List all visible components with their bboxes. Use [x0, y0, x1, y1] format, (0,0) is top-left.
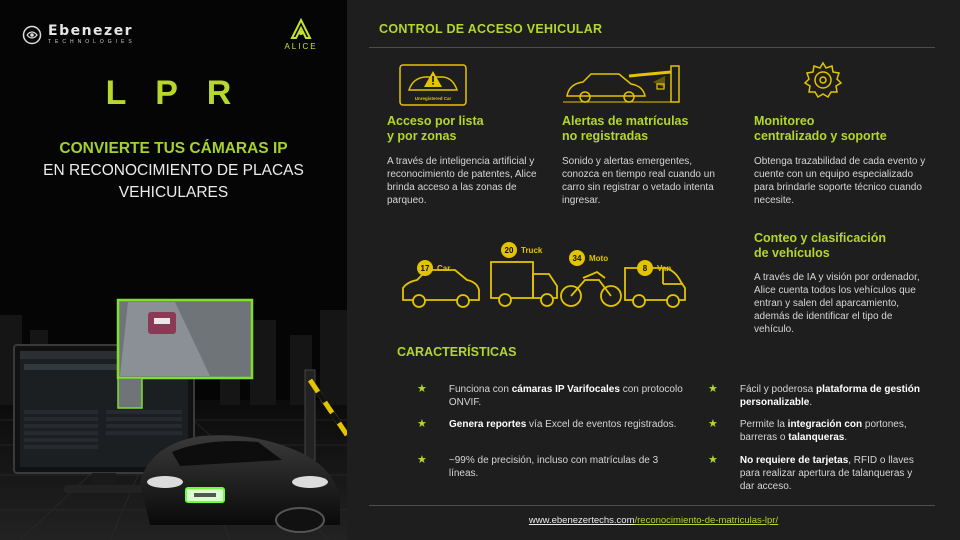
star-icon: ★: [708, 418, 718, 430]
star-icon: ★: [417, 454, 427, 466]
vehicle-classification-illustration: [399, 238, 739, 312]
feature-4-desc: A través de IA y visión por ordenador, Alice cuenta todos los vehículos que entran y salen del aparcamiento, además de identificar el tipo de vehículo.: [754, 272, 920, 335]
feature-2-desc: Sonido y alertas emergentes, conozca en tiempo real cuando un carro sin registrar o vetado intenta ingresar.: [562, 156, 715, 206]
moto-count: 34: [572, 254, 582, 263]
lpr-title: L P R: [105, 74, 242, 112]
car-label: Car: [437, 264, 451, 273]
star-icon: ★: [417, 418, 427, 430]
footer: [347, 515, 960, 526]
right-panel: [347, 0, 960, 540]
brand-subtitle: TECHNOLOGIES: [48, 39, 136, 45]
characteristic-1: ★ Funciona con cámaras IP Varifocales con protocolo ONVIF.: [417, 383, 683, 408]
website-link[interactable]: www.ebenezertechs.com/reconocimiento-de-matriculas-lpr/: [528, 515, 779, 526]
van-count: 8: [642, 264, 648, 273]
alice-logo-icon: [289, 18, 313, 40]
left-panel: [0, 0, 347, 540]
car-count: 17: [420, 264, 430, 273]
tagline-line-3: VEHICULARES: [118, 184, 229, 201]
characteristic-2: ★ Genera reportes vía Excel de eventos registrados.: [417, 418, 677, 430]
tagline: [16, 138, 331, 204]
unregistered-car-icon: [399, 64, 467, 106]
divider-top: [369, 47, 935, 48]
characteristic-6: ★ No requiere de tarjetas, RFID o llaves para realizar apertura de talanqueras y dar acceso.: [708, 454, 914, 492]
star-icon: ★: [708, 454, 718, 466]
website-link-path: /reconocimiento-de-matriculas-lpr/: [634, 515, 779, 526]
feature-3-title: Monitoreo centralizado y soporte: [754, 114, 887, 143]
characteristic-4: ★ Fácil y poderosa plataforma de gestión personalizable.: [708, 383, 920, 408]
feature-3-desc: Obtenga trazabilidad de cada evento y cuente con un equipo especializado para brindarle soporte técnico cuando necesite.: [754, 156, 926, 206]
truck-count: 20: [504, 246, 514, 255]
feature-1-title: Acceso por lista y por zonas: [387, 114, 484, 143]
brand-name: Ebenezer: [48, 23, 134, 39]
divider-bottom: [369, 505, 935, 506]
van-label: Van: [657, 264, 672, 273]
moto-label: Moto: [589, 254, 609, 263]
tagline-line-1: CONVIERTE TUS CÁMARAS IP: [59, 140, 288, 157]
ebenezer-logo-icon: [22, 25, 42, 45]
characteristics-title: CARACTERÍSTICAS: [397, 345, 517, 359]
feature-4-title: Conteo y clasificación de vehículos: [754, 231, 886, 260]
barrier-alert-icon: [561, 60, 691, 106]
alice-label: ALICE: [284, 42, 318, 51]
feature-2-title: Alertas de matrículas no registradas: [562, 114, 689, 143]
star-icon: ★: [417, 383, 427, 395]
tagline-line-2: EN RECONOCIMIENTO DE PLACAS: [43, 162, 304, 179]
truck-label: Truck: [521, 246, 543, 255]
characteristic-5: ★ Permite la integración con portones, barreras o talanqueras.: [708, 418, 907, 443]
monitor-and-car-illustration: [0, 220, 347, 540]
section-title: CONTROL DE ACCESO VEHICULAR: [379, 22, 603, 36]
feature-1-desc: A través de inteligencia artificial y reconocimiento de patentes, Alice brinda acceso a las zonas de parqueo.: [387, 156, 537, 206]
unregistered-car-label: Unregistered Car: [414, 96, 452, 101]
gear-icon: [803, 60, 843, 100]
characteristic-3: ★ ~99% de precisión, incluso con matrículas de 3 líneas.: [417, 454, 659, 479]
brand-logo: [22, 24, 136, 46]
star-icon: ★: [708, 383, 718, 395]
alice-logo: [279, 18, 323, 51]
